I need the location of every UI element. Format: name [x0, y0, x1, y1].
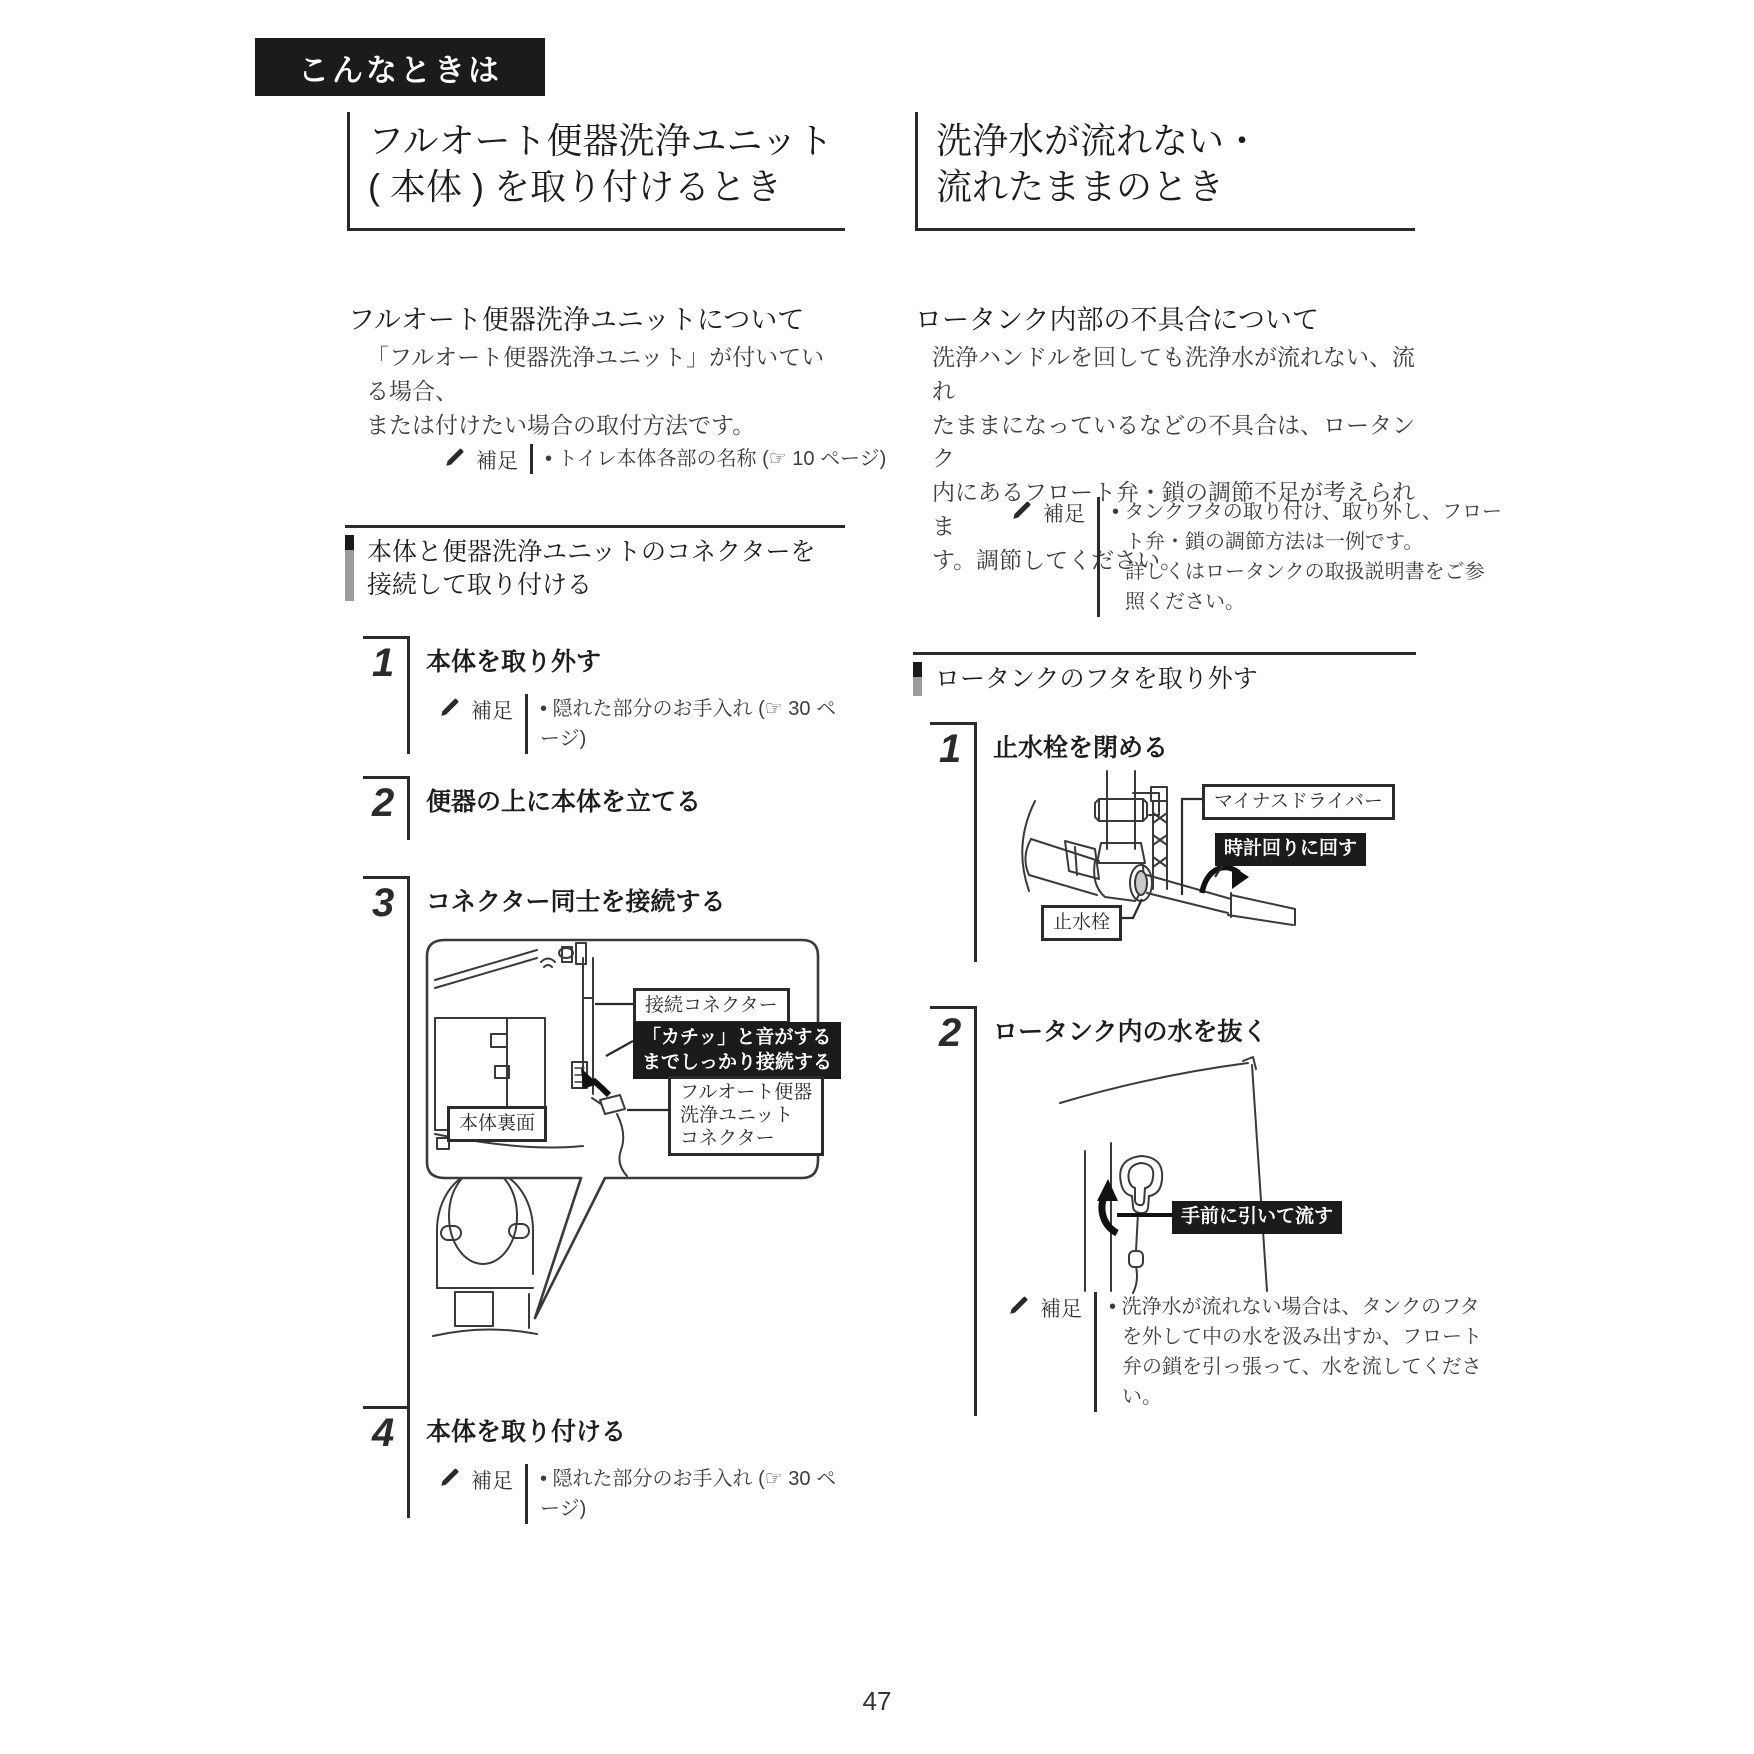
- note-line: • 洗浄水が流れない場合は、タンクのフタ: [1109, 1296, 1480, 1318]
- note-text: [1094, 1292, 1482, 1412]
- clockwise-arrow-head: [1232, 866, 1249, 889]
- note-line: • タンクフタの取り付け、取り外し、フロー: [1112, 501, 1502, 523]
- left-about-body: [366, 341, 846, 442]
- label-line: 洗浄ユニット: [680, 1104, 794, 1126]
- step-title: 止水栓を閉める: [993, 734, 1169, 762]
- note-row: [438, 694, 841, 754]
- step-title: 本体を取り外す: [426, 648, 602, 676]
- click-note-label: [633, 1022, 841, 1079]
- body-line: す。調節してください。: [932, 546, 1184, 573]
- note-row: [443, 444, 886, 475]
- heading-line: 本体と便器洗浄ユニットのコネクターを: [367, 538, 816, 566]
- pencil-icon: [1007, 1292, 1032, 1317]
- step-body: [410, 636, 841, 754]
- note-line: い。: [1122, 1386, 1162, 1408]
- note-line: ト弁・鎖の調節方法は一例です。: [1125, 531, 1424, 553]
- pull-flush-label: 手前に引いて流す: [1172, 1201, 1342, 1234]
- step-body: [410, 776, 701, 840]
- connector-label: 接続コネクター: [633, 988, 790, 1024]
- note-label: 補足: [476, 450, 518, 473]
- heading-accent-bar: [345, 535, 354, 601]
- step-title: 本体を取り付ける: [426, 1418, 627, 1446]
- tank-handle-diagram: [1005, 1055, 1385, 1295]
- step-number: 2: [930, 1006, 977, 1416]
- note-text: [1097, 497, 1502, 617]
- page-number: 47: [862, 1686, 892, 1716]
- label-line: 「カチッ」と音がする: [642, 1027, 832, 1048]
- section-tab: こんなときは: [255, 38, 545, 96]
- note-row: [1010, 497, 1502, 617]
- note-label: 補足: [471, 1470, 513, 1493]
- label-line: フルオート便器: [680, 1082, 813, 1103]
- body-line: または付けたい場合の取付方法です。: [366, 411, 756, 438]
- body-line: たままになっているなどの不具合は、ロータンク: [932, 411, 1415, 472]
- label-line: までしっかり接続する: [642, 1051, 833, 1073]
- pull-arrow-head: [1097, 1179, 1118, 1201]
- pencil-icon: [438, 1464, 463, 1489]
- step-number: 2: [363, 776, 410, 840]
- left-about-heading: フルオート便器洗浄ユニットについて: [348, 305, 805, 335]
- pencil-icon: [438, 694, 463, 719]
- right-page-title: [915, 112, 1415, 231]
- body-line: 「フルオート便器洗浄ユニット」が付いている場合、: [366, 344, 825, 404]
- clockwise-label: 時計回りに回す: [1215, 833, 1366, 866]
- note-label: 補足: [1040, 1298, 1082, 1321]
- left-page-title: [347, 112, 845, 231]
- right-procedure-heading: [913, 652, 1416, 696]
- note-line: • トイレ本体各部の名称 (☞ 10 ページ): [545, 448, 887, 470]
- heading-accent-bar: [913, 662, 922, 696]
- title-line: ( 本体 ) を取り付けるとき: [368, 166, 782, 208]
- unit-connector-label: [668, 1076, 824, 1156]
- note-label: 補足: [471, 700, 513, 723]
- note-text: [525, 1464, 841, 1524]
- pencil-icon: [443, 444, 468, 469]
- pencil-icon: [1010, 497, 1035, 522]
- right-about-heading: ロータンク内部の不具合について: [915, 305, 1319, 335]
- step: [363, 636, 841, 754]
- heading-text: ロータンクのフタを取り外す: [935, 665, 1258, 693]
- note-line: 詳しくはロータンクの取扱説明書をご参: [1125, 561, 1485, 583]
- step: [363, 776, 841, 840]
- step: [363, 1406, 841, 1524]
- stop-valve-label: 止水栓: [1041, 905, 1122, 941]
- step-number: 1: [930, 722, 977, 962]
- title-line: 流れたままのとき: [936, 166, 1225, 208]
- step-number: 4: [363, 1406, 410, 1518]
- note-line: 弁の鎖を引っ張って、水を流してくださ: [1122, 1356, 1482, 1378]
- tank-art: [1060, 1057, 1267, 1293]
- title-line: フルオート便器洗浄ユニット: [368, 120, 834, 161]
- step-body: [410, 1406, 841, 1524]
- note-row: [438, 1464, 841, 1524]
- step-title: コネクター同士を接続する: [426, 888, 726, 916]
- note-text: [530, 444, 886, 474]
- step-number: 1: [363, 636, 410, 754]
- left-procedure-heading: [345, 525, 845, 601]
- screwdriver-label: マイナスドライバー: [1202, 784, 1395, 820]
- step-number: 3: [363, 876, 410, 1424]
- note-text: [525, 694, 841, 754]
- label-line: コネクター: [680, 1127, 775, 1149]
- body-line: 内にあるフロート弁・鎖の調節不足が考えられま: [932, 479, 1415, 539]
- note-line: • 隠れた部分のお手入れ (☞ 30 ページ): [540, 1468, 837, 1520]
- step-title: 便器の上に本体を立てる: [426, 788, 702, 816]
- note-row: [1007, 1292, 1482, 1412]
- body-back-label: 本体裏面: [447, 1106, 547, 1142]
- note-line: • 隠れた部分のお手入れ (☞ 30 ページ): [540, 698, 837, 750]
- heading-text: [367, 535, 816, 601]
- note-line: を外して中の水を汲み出すか、フロート: [1122, 1326, 1482, 1348]
- title-line: 洗浄水が流れない・: [936, 120, 1261, 161]
- body-line: 洗浄ハンドルを回しても洗浄水が流れない、流れ: [932, 344, 1415, 404]
- note-label: 補足: [1043, 503, 1085, 526]
- note-line: 照ください。: [1125, 591, 1245, 613]
- step-title: ロータンク内の水を抜く: [993, 1018, 1268, 1046]
- heading-line: 接続して取り付ける: [367, 570, 593, 599]
